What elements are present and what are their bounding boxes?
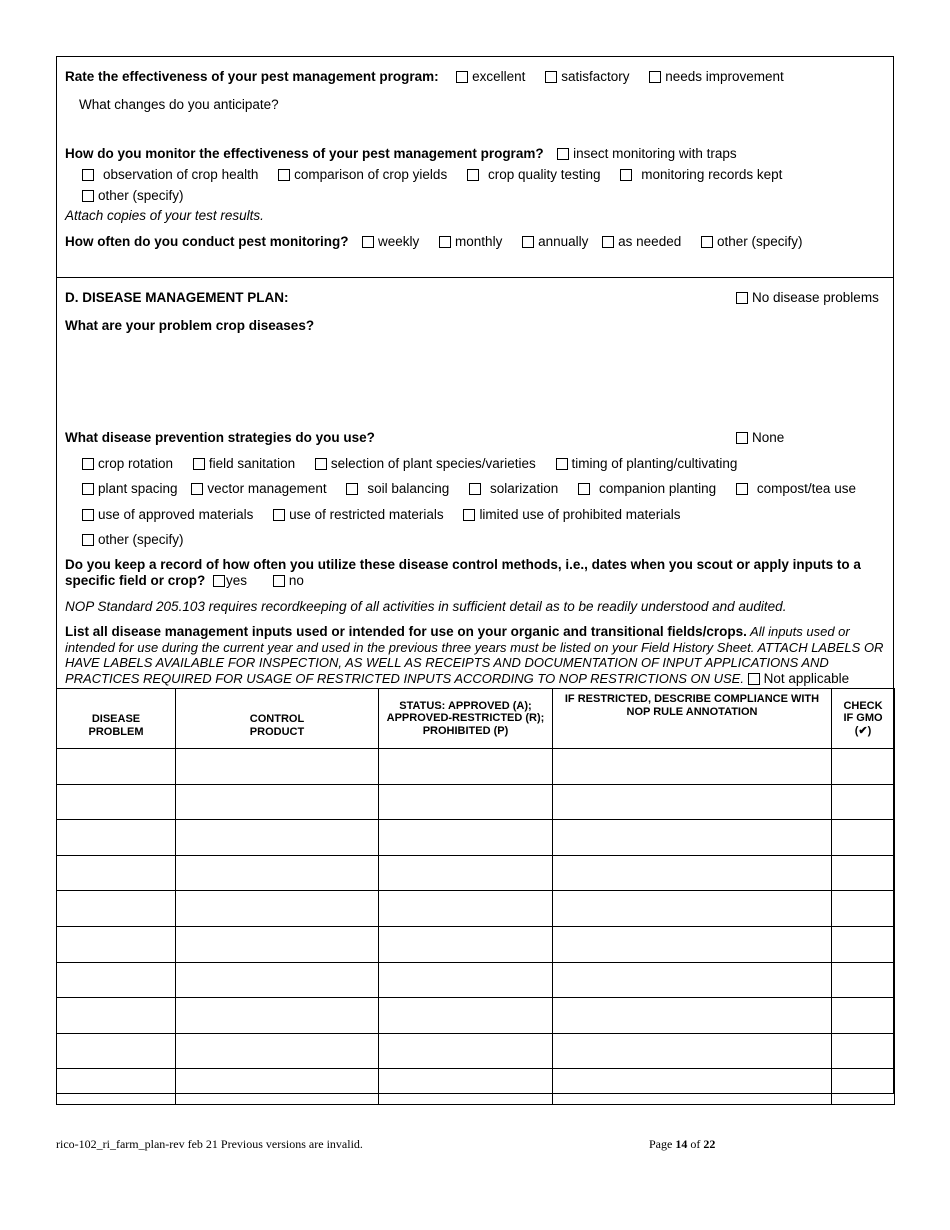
strategies-row-3	[82, 507, 697, 523]
cell-status[interactable]	[379, 749, 553, 785]
cell-gmo[interactable]	[832, 820, 895, 856]
cell-compliance[interactable]	[553, 962, 832, 998]
cell-disease-problem[interactable]	[57, 749, 176, 785]
cell-control-product[interactable]	[176, 891, 379, 927]
cell-gmo[interactable]	[832, 1069, 895, 1105]
checkbox[interactable]	[620, 169, 632, 181]
cell-status[interactable]	[379, 891, 553, 927]
table-header-row	[57, 689, 895, 749]
cell-gmo[interactable]	[832, 926, 895, 962]
effectiveness-option-needs-improvement[interactable]: needs improvement	[649, 69, 784, 85]
checkbox[interactable]	[602, 236, 614, 248]
checkbox[interactable]	[557, 148, 569, 160]
frequency-option-as-needed[interactable]: as needed	[602, 234, 681, 250]
strategy-option[interactable]: plant spacing	[82, 481, 178, 497]
cell-gmo[interactable]	[832, 855, 895, 891]
cell-status[interactable]	[379, 962, 553, 998]
frequency-option-monthly[interactable]: monthly	[439, 234, 502, 250]
changes-prompt: What changes do you anticipate?	[79, 97, 279, 112]
cell-disease-problem[interactable]	[57, 1069, 176, 1105]
table-row	[57, 820, 895, 856]
cell-disease-problem[interactable]	[57, 926, 176, 962]
strategy-option[interactable]: timing of planting/cultivating	[556, 456, 738, 472]
cell-gmo[interactable]	[832, 891, 895, 927]
effectiveness-option-excellent[interactable]: excellent	[456, 69, 525, 85]
cell-gmo[interactable]	[832, 749, 895, 785]
strategy-option[interactable]: soil balancing	[346, 481, 449, 497]
form-frame	[56, 56, 894, 1094]
monitoring-option-quality[interactable]: crop quality testing	[467, 167, 601, 183]
checkbox[interactable]	[213, 575, 225, 587]
prevention-question: What disease prevention strategies do you use?	[65, 430, 375, 445]
not-applicable-option[interactable]: Not applicable	[748, 671, 850, 686]
table-row	[57, 998, 895, 1034]
cell-gmo[interactable]	[832, 1033, 895, 1069]
footer-revision: rico-102_ri_farm_plan-rev feb 21 Previous versions are invalid.	[56, 1137, 363, 1151]
strategy-option[interactable]: limited use of prohibited materials	[463, 507, 680, 523]
table-body	[57, 749, 895, 1105]
cell-status[interactable]	[379, 1033, 553, 1069]
footer-page-number: Page 14 of 22	[649, 1137, 716, 1151]
monitoring-option-comparison[interactable]: comparison of crop yields	[278, 167, 447, 183]
strategy-option[interactable]: solarization	[469, 481, 558, 497]
monitoring-row	[65, 146, 737, 162]
checkbox[interactable]	[273, 509, 285, 521]
cell-compliance[interactable]	[553, 998, 832, 1034]
checkbox[interactable]	[649, 71, 661, 83]
cell-status[interactable]	[379, 784, 553, 820]
checkbox[interactable]	[545, 71, 557, 83]
header-check-gmo: CHECK IF GMO (✔)	[832, 689, 895, 749]
table-row	[57, 784, 895, 820]
header-disease-problem: DISEASE PROBLEM	[57, 689, 176, 749]
cell-compliance[interactable]	[553, 1069, 832, 1105]
monitoring-option-traps[interactable]: insect monitoring with traps	[557, 146, 737, 161]
cell-status[interactable]	[379, 1069, 553, 1105]
monitoring-question: How do you monitor the effectiveness of your pest management program?	[65, 146, 544, 161]
frequency-option-annually[interactable]: annually	[522, 234, 588, 250]
checkbox[interactable]	[273, 575, 285, 587]
table-row	[57, 891, 895, 927]
checkbox[interactable]	[463, 509, 475, 521]
strategies-row-2	[82, 481, 872, 497]
prevention-none-option[interactable]: None	[736, 430, 784, 446]
checkbox[interactable]	[191, 483, 203, 495]
effectiveness-option-satisfactory[interactable]: satisfactory	[545, 69, 629, 85]
cell-compliance[interactable]	[553, 855, 832, 891]
record-no-option[interactable]: no	[273, 573, 304, 588]
cell-disease-problem[interactable]	[57, 962, 176, 998]
monitoring-option-observation[interactable]: observation of crop health	[82, 167, 258, 183]
cell-disease-problem[interactable]	[57, 855, 176, 891]
cell-control-product[interactable]	[176, 962, 379, 998]
header-status: STATUS: APPROVED (A); APPROVED-RESTRICTED (R); PROHIBITED (P)	[379, 689, 553, 749]
cell-status[interactable]	[379, 855, 553, 891]
cell-disease-problem[interactable]	[57, 891, 176, 927]
record-question: Do you keep a record of how often you utilize these disease control methods, i.e., dates when you scout or apply inputs to a specific field or crop?	[65, 557, 861, 588]
table-row	[57, 1069, 895, 1105]
disease-inputs-table	[56, 688, 895, 1105]
table-row	[57, 1033, 895, 1069]
checkbox[interactable]	[469, 483, 481, 495]
strategy-option[interactable]: vector management	[191, 481, 326, 497]
strategy-option[interactable]: field sanitation	[193, 456, 295, 472]
cell-status[interactable]	[379, 926, 553, 962]
checkbox[interactable]	[522, 236, 534, 248]
disease-plan-heading: D. DISEASE MANAGEMENT PLAN:	[65, 290, 289, 305]
nop-note: NOP Standard 205.103 requires recordkeeping of all activities in sufficient detail as to be readily understood and audited.	[65, 599, 787, 614]
checkbox[interactable]	[82, 169, 94, 181]
table-row	[57, 926, 895, 962]
frequency-option-weekly[interactable]: weekly	[362, 234, 419, 250]
header-control-product: CONTROL PRODUCT	[176, 689, 379, 749]
strategy-option[interactable]: compost/tea use	[736, 481, 856, 497]
cell-control-product[interactable]	[176, 749, 379, 785]
table-row	[57, 749, 895, 785]
checkbox[interactable]	[701, 236, 713, 248]
monitoring-option-other[interactable]: other (specify)	[82, 188, 184, 204]
checkbox[interactable]	[315, 458, 327, 470]
cell-status[interactable]	[379, 820, 553, 856]
cell-compliance[interactable]	[553, 891, 832, 927]
checkbox[interactable]	[82, 483, 94, 495]
cell-status[interactable]	[379, 998, 553, 1034]
cell-compliance[interactable]	[553, 749, 832, 785]
strategy-option[interactable]: companion planting	[578, 481, 716, 497]
checkbox[interactable]	[456, 71, 468, 83]
cell-compliance[interactable]	[553, 820, 832, 856]
checkbox[interactable]	[362, 236, 374, 248]
problem-diseases-question: What are your problem crop diseases?	[65, 318, 315, 333]
cell-control-product[interactable]	[176, 926, 379, 962]
cell-gmo[interactable]	[832, 784, 895, 820]
effectiveness-question: Rate the effectiveness of your pest management program:	[65, 69, 439, 84]
cell-disease-problem[interactable]	[57, 820, 176, 856]
cell-gmo[interactable]	[832, 998, 895, 1034]
section-divider	[57, 277, 893, 278]
cell-disease-problem[interactable]	[57, 998, 176, 1034]
header-compliance: IF RESTRICTED, DESCRIBE COMPLIANCE WITH NOP RULE ANNOTATION	[553, 689, 832, 749]
cell-compliance[interactable]	[553, 1033, 832, 1069]
checkbox[interactable]	[82, 509, 94, 521]
checkbox[interactable]	[193, 458, 205, 470]
cell-control-product[interactable]	[176, 1033, 379, 1069]
table-row	[57, 855, 895, 891]
cell-control-product[interactable]	[176, 784, 379, 820]
frequency-row	[65, 234, 819, 250]
cell-gmo[interactable]	[832, 962, 895, 998]
strategy-option[interactable]: selection of plant species/varieties	[315, 456, 536, 472]
checkbox[interactable]	[346, 483, 358, 495]
effectiveness-row	[65, 69, 800, 85]
frequency-option-other[interactable]: other (specify)	[701, 234, 803, 250]
record-question-block	[65, 557, 887, 589]
cell-control-product[interactable]	[176, 998, 379, 1034]
cell-control-product[interactable]	[176, 1069, 379, 1105]
strategy-option[interactable]: use of restricted materials	[273, 507, 444, 523]
checkbox[interactable]	[439, 236, 451, 248]
checkbox[interactable]	[748, 673, 760, 685]
strategy-option-other[interactable]: other (specify)	[82, 532, 184, 548]
frequency-question: How often do you conduct pest monitoring?	[65, 234, 349, 249]
checkbox[interactable]	[736, 432, 748, 444]
record-yes-option[interactable]: yes	[213, 573, 247, 588]
checkbox[interactable]	[578, 483, 590, 495]
checkbox[interactable]	[82, 534, 94, 546]
table-row	[57, 962, 895, 998]
cell-compliance[interactable]	[553, 784, 832, 820]
strategy-option[interactable]: crop rotation	[82, 456, 173, 472]
checkbox[interactable]	[736, 483, 748, 495]
checkbox[interactable]	[736, 292, 748, 304]
strategy-option[interactable]: use of approved materials	[82, 507, 253, 523]
monitoring-option-records[interactable]: monitoring records kept	[620, 167, 782, 183]
cell-disease-problem[interactable]	[57, 784, 176, 820]
cell-compliance[interactable]	[553, 926, 832, 962]
checkbox[interactable]	[467, 169, 479, 181]
monitoring-options-row	[82, 167, 798, 183]
checkbox[interactable]	[82, 190, 94, 202]
inputs-instructions-bold: List all disease management inputs used or intended for use on your organic and transitional fields/crops.	[65, 624, 747, 639]
no-disease-problems-option[interactable]: No disease problems	[736, 290, 879, 306]
attach-note: Attach copies of your test results.	[65, 208, 264, 223]
inputs-instructions-italic: All inputs used or intended for use during the current year and used in the previous three years must be listed on your Field History Sheet. ATTACH LABELS OR HAVE LABELS AVAILABLE FOR INSPECTION, AS WELL AS RECEIPTS AND DOCUMENTATION OF INPUT APPLICATIONS AND PRACTICES REQUIRED FOR USAGE OF RESTRICTED INPUTS ACCORDING TO NOP RESTRICTIONS ON USE.	[65, 624, 884, 686]
cell-control-product[interactable]	[176, 820, 379, 856]
cell-disease-problem[interactable]	[57, 1033, 176, 1069]
checkbox[interactable]	[556, 458, 568, 470]
inputs-instructions	[65, 624, 887, 686]
checkbox[interactable]	[82, 458, 94, 470]
strategies-row-1	[82, 456, 753, 472]
checkbox[interactable]	[278, 169, 290, 181]
cell-control-product[interactable]	[176, 855, 379, 891]
